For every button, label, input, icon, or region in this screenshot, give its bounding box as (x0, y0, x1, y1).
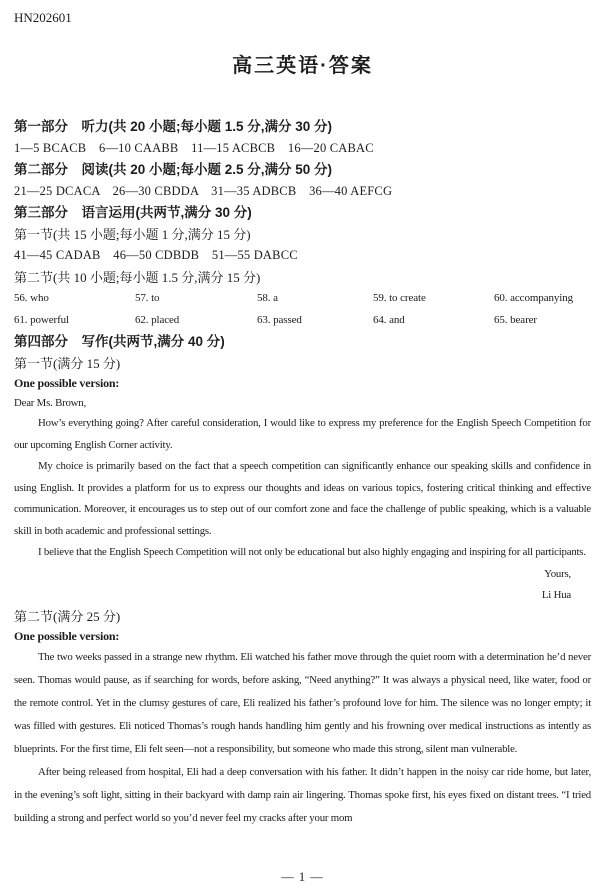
page-footer: — 1 — (0, 867, 605, 887)
writing-section1-label: 第一节(满分 15 分) (14, 355, 121, 371)
part1-answers: 1—5 BCACB 6—10 CAABB 11—15 ACBCB 16—20 CABAC (14, 140, 374, 155)
letter-paragraph: I believe that the English Speech Competition will not only be educational but also highly engaging and inspiring for all participants. (38, 546, 586, 558)
part3-heading: 第三部分 语言运用(共两节,满分 30 分) (14, 205, 252, 220)
fill-answer-cell: 58. a (257, 292, 278, 304)
fill-answers-row-2 (14, 310, 591, 332)
version-label: One possible version: (14, 376, 120, 390)
part2-heading: 第二部分 阅读(共 20 小题;每小题 2.5 分,满分 50 分) (14, 162, 333, 177)
fill-answer-cell: 57. to (135, 292, 160, 304)
story-paragraph: The two weeks passed in a strange new rhythm. Eli watched his father move through the quiet room with a determination he’d never seen. Thomas would pause, as if searching for words, before asking, “Need anything?” It was always a physical need, like water, food or the remote control. Yet in the clumsy gestures of care, Eli realized his father’s profound love for him. The silence was no longer empty; it was filled with gestures. Eli noticed Thomas’s rough hands handling him gently and his frowning over medical instructions as intently as blueprints. For the first time, Eli felt seen—not a responsibility, but someone who made this strong, silent man vulnerable. (14, 651, 591, 755)
part1-heading: 第一部分 听力(共 20 小题;每小题 1.5 分,满分 30 分) (14, 119, 333, 134)
document-code: HN202601 (14, 10, 72, 25)
page-title: 高三英语·答案 (232, 55, 373, 77)
letter-paragraph: My choice is primarily based on the fact that a speech competition can significantly enhance our speaking skills and confidence in using English. It provides a platform for us to express our thoughts and ideas on various topics, fostering critical thinking and effective communication. Moreover, it encourages us to step out of our comfort zone and face the challenge of public speaking, which is a valuable skill in both academic and professional settings. (14, 460, 591, 537)
writing-section1-model-answer (14, 374, 591, 606)
part3-section1-label: 第一节(共 15 小题;每小题 1 分,满分 15 分) (14, 226, 251, 242)
part3-section2-label: 第二节(共 10 小题;每小题 1.5 分,满分 15 分) (14, 269, 261, 285)
writing-section2-model-answer (14, 627, 591, 830)
fill-answer-cell: 63. passed (257, 313, 302, 326)
letter-paragraph: How’s everything going? After careful consideration, I would like to express my preference for the English Speech Competition for our upcoming English Corner activity. (14, 417, 591, 451)
letter-closing: Yours, (544, 567, 571, 580)
writing-section2-label: 第二节(满分 25 分) (14, 608, 121, 624)
fill-answer-cell: 60. accompanying (494, 292, 574, 304)
story-paragraph: After being released from hospital, Eli had a deep conversation with his father. It didn’t happen in the noisy car ride home, but later, in the evening’s soft light, sitting in their backyard with damp rain air lingering. Thomas spoke first, his eyes fixed on distant trees. “I tried building a strong and perfect world so you’d never feel my cracks after your mom (14, 766, 591, 824)
fill-answer-cell: 65. bearer (494, 313, 537, 326)
fill-answers-row-1 (14, 288, 591, 310)
letter-salutation: Dear Ms. Brown, (14, 397, 86, 409)
fill-answer-cell: 62. placed (135, 313, 180, 326)
fill-answer-cell: 56. who (14, 292, 49, 304)
fill-answer-cell: 61. powerful (14, 313, 70, 326)
answer-key (14, 116, 591, 374)
part3-section1-answers: 41—45 CADAB 46—50 CDBDB 51—55 DABCC (14, 248, 298, 262)
fill-answer-cell: 59. to create (373, 292, 426, 304)
letter-signature: Li Hua (541, 588, 571, 601)
part2-answers: 21—25 DCACA 26—30 CBDDA 31—35 ADBCB 36—40 AEFCG (14, 183, 393, 198)
version-label: One possible version: (14, 629, 120, 643)
part4-heading: 第四部分 写作(共两节,满分 40 分) (14, 334, 225, 349)
fill-answer-cell: 64. and (373, 313, 405, 326)
